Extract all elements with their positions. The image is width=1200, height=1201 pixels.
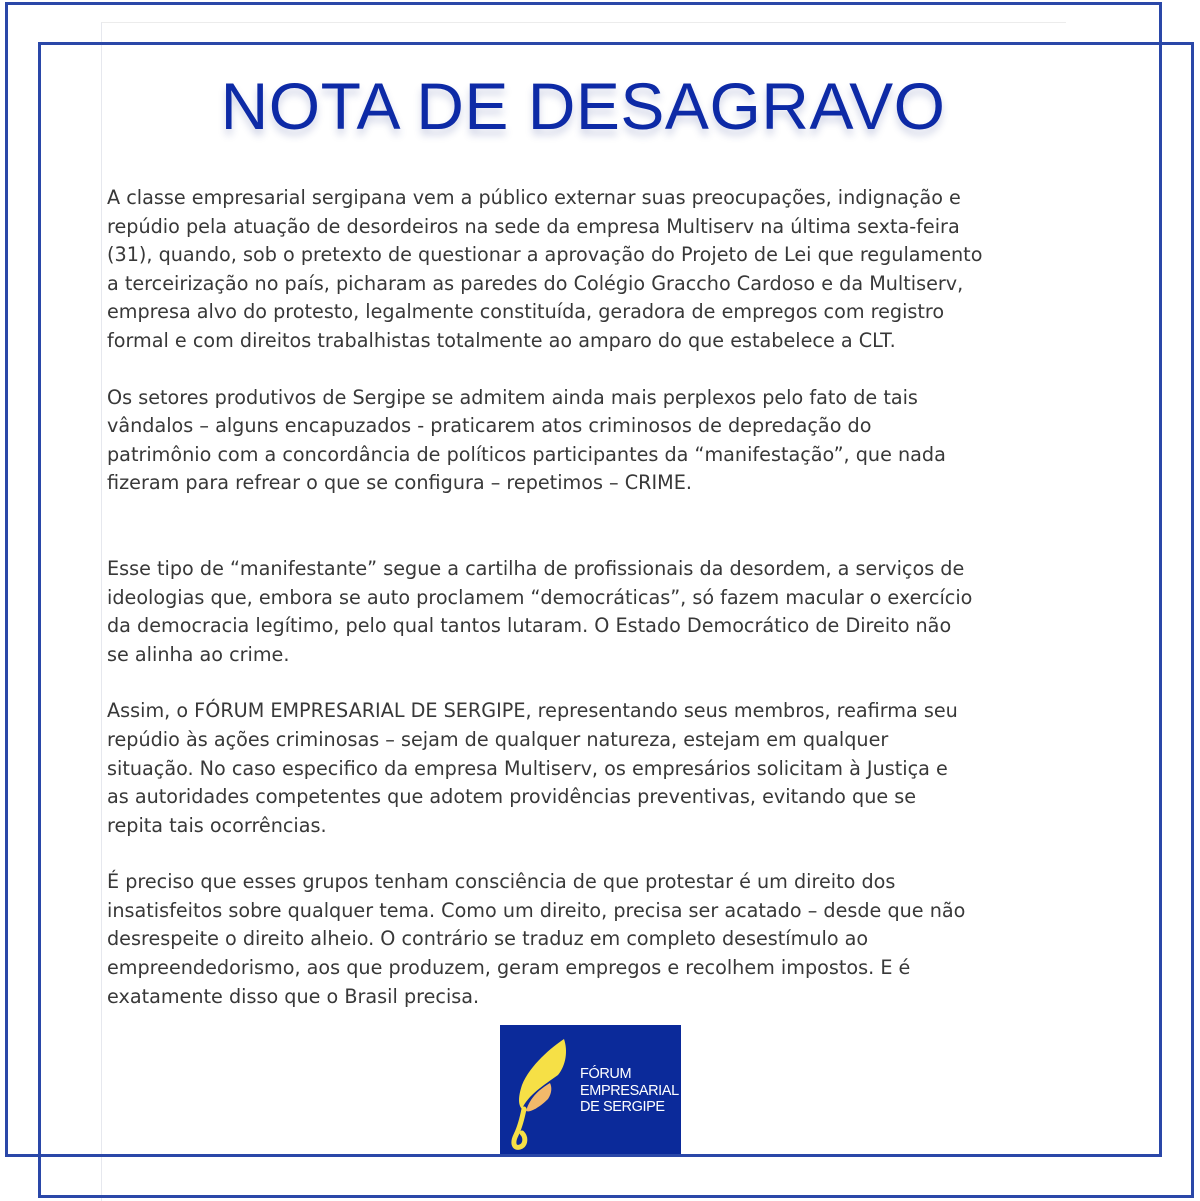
document-title: NOTA DE DESAGRAVO xyxy=(220,69,946,143)
logo-line-3: DE SERGIPE xyxy=(580,1099,665,1115)
logo-text xyxy=(580,1066,679,1116)
logo-line-2: EMPRESARIAL xyxy=(580,1082,679,1099)
paragraph-4: Assim, o FÓRUM EMPRESARIAL DE SERGIPE, representando seus membros, reafirma seu repúdio às ações criminosas – sejam de qualquer natureza, estejam em qualquer situação. No caso especifico da empresa Multiserv, os empresários solicitam à Justiça e as autoridades competentes que adotem providências preventivas, evitando que se repita tais ocorrências. xyxy=(107,699,958,837)
paragraph-1: A classe empresarial sergipana vem a público externar suas preocupações, indignação e repúdio pela atuação de desordeiros na sede da empresa Multiserv na última sexta-feira (31), quando, sob o pretexto de questionar a aprovação do Projeto de Lei que regulamento a terceirização no país, picharam as paredes do Colégio Graccho Cardoso e da Multiserv, empresa alvo do protesto, legalmente constituída, geradora de empregos com registro formal e com direitos trabalhistas totalmente ao amparo do que estabelece a CLT. xyxy=(107,186,983,352)
logo-line-1: FÓRUM xyxy=(580,1066,632,1082)
paragraph-3: Esse tipo de “manifestante” segue a cartilha de profissionais da desordem, a serviços de ideologias que, embora se auto proclamem “democráticas”, só fazem macular o exercício da democracia legítimo, pelo qual tantos lutaram. O Estado Democrático de Direito não se alinha ao crime. xyxy=(107,556,973,666)
forum-empresarial-logo xyxy=(500,1025,681,1155)
document-body xyxy=(107,184,1067,1011)
paragraph-5: É preciso que esses grupos tenham consciência de que protestar é um direito dos insatisfeitos sobre qualquer tema. Como um direito, precisa ser acatado – desde que não desrespeite o direito alheio. O contrário se traduz em completo desestímulo ao empreendedorismo, aos que produzem, geram empregos e recolhem impostos. E é exatamente disso que o Brasil precisa. xyxy=(107,870,966,1008)
paragraph-2: Os setores produtivos de Sergipe se admitem ainda mais perplexos pelo fato de tais vândalos – alguns encapuzados - praticarem atos criminosos de depredação do patrimônio com a concordância de políticos participantes da “manifestação”, que nada fizeram para refrear o que se configura – repetimos – CRIME. xyxy=(107,385,946,495)
feather-quill-icon xyxy=(500,1025,580,1155)
